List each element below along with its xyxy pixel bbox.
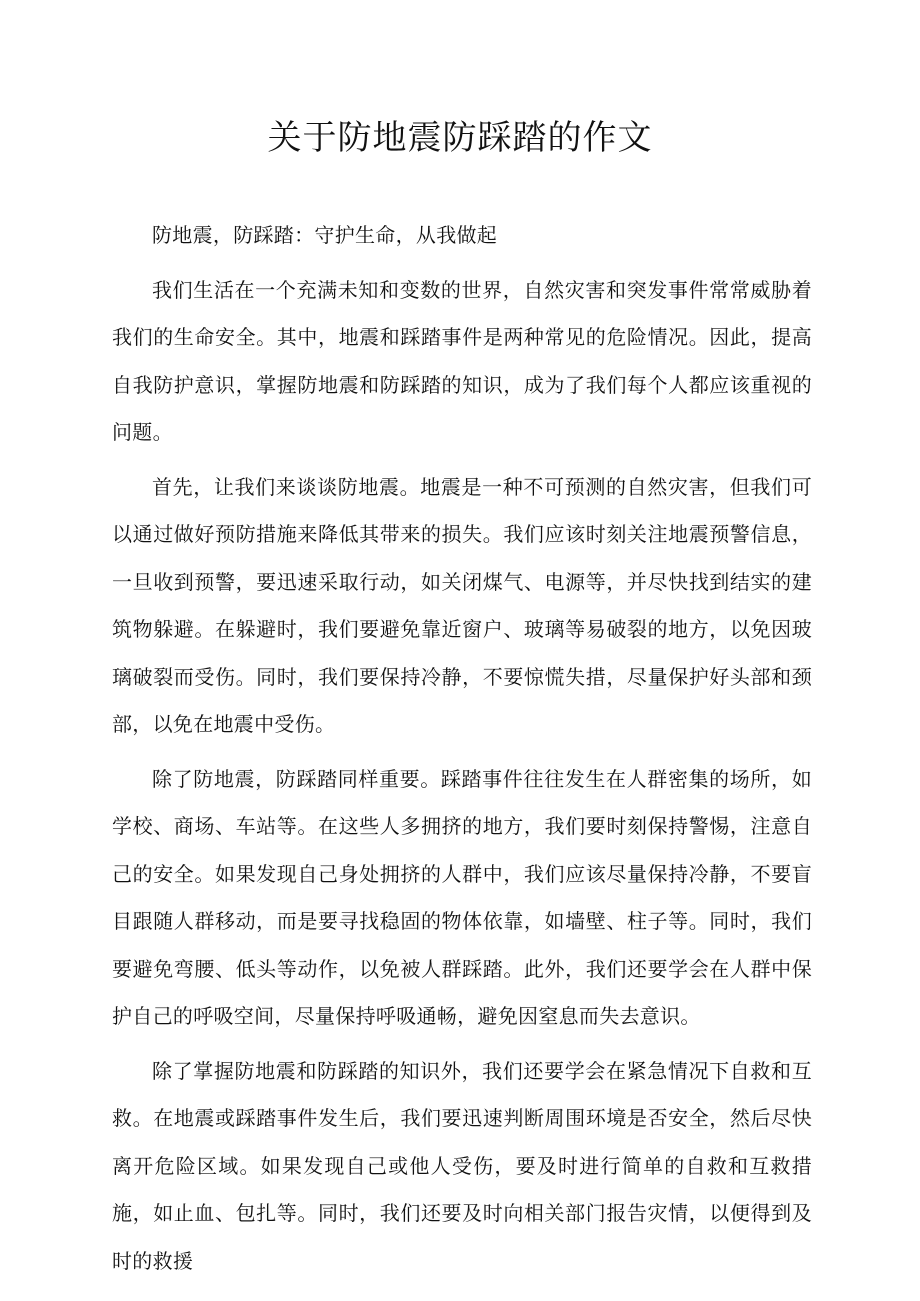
essay-subtitle: 防地震，防踩踏：守护生命，从我做起	[152, 223, 498, 247]
paragraph-earthquake: 首先，让我们来谈谈防地震。地震是一种不可预测的自然灾害，但我们可以通过做好预防措施来降低其带来的损失。我们应该时刻关注地震预警信息，一旦收到预警，要迅速采取行动，如关闭煤气、电源等，并尽快找到结实的建筑物躲避。在躲避时，我们要避免靠近窗户、玻璃等易破裂的地方，以免因玻璃破裂而受伤。同时，我们要保持冷静，不要惊慌失措，尽量保护好头部和颈部，以免在地震中受伤。	[112, 474, 812, 736]
paragraph-self-rescue: 除了掌握防地震和防踩踏的知识外，我们还要学会在紧急情况下自救和互救。在地震或踩踏事件发生后，我们要迅速判断周围环境是否安全，然后尽快离开危险区域。如果发现自己或他人受伤，要及时进行简单的自救和互救措施，如止血、包扎等。同时，我们还要及时向相关部门报告灾情，以便得到及时的救援	[112, 1058, 812, 1273]
document-title: 关于防地震防踩踏的作文	[267, 118, 653, 158]
paragraph-stampede: 除了防地震，防踩踏同样重要。踩踏事件往往发生在人群密集的场所，如学校、商场、车站等。在这些人多拥挤的地方，我们要时刻保持警惕，注意自己的安全。如果发现自己身处拥挤的人群中，我们应该尽量保持冷静，不要盲目跟随人群移动，而是要寻找稳固的物体依靠，如墙壁、柱子等。同时，我们要避免弯腰、低头等动作，以免被人群踩踏。此外，我们还要学会在人群中保护自己的呼吸空间，尽量保持呼吸通畅，避免因窒息而失去意识。	[112, 766, 812, 1028]
paragraph-intro: 我们生活在一个充满未知和变数的世界，自然灾害和突发事件常常威胁着我们的生命安全。其中，地震和踩踏事件是两种常见的危险情况。因此，提高自我防护意识，掌握防地震和防踩踏的知识，成为了我们每个人都应该重视的问题。	[112, 277, 812, 444]
document-body	[112, 212, 812, 1285]
